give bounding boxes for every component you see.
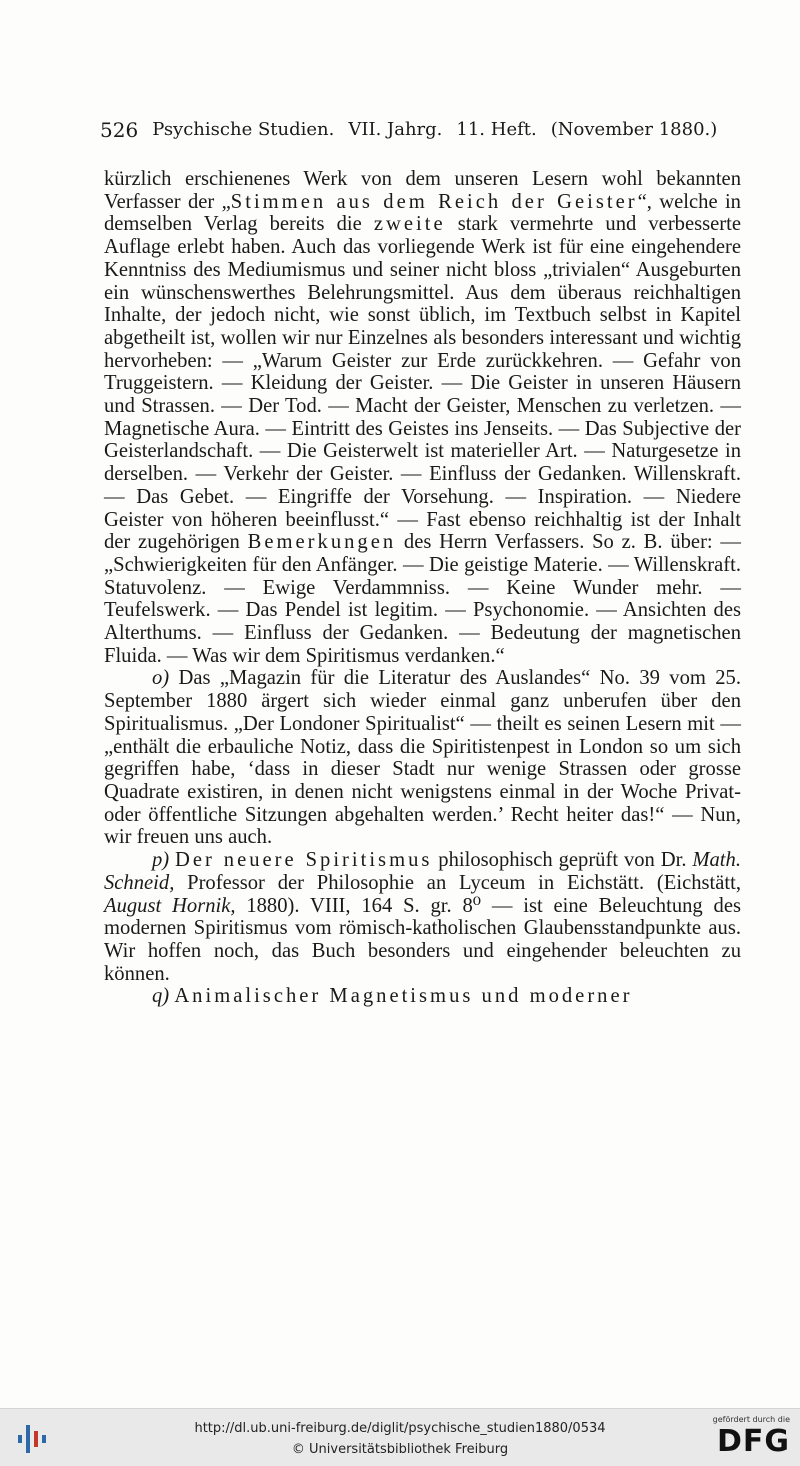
paragraph-p: p) Der neuere Spiritismus philosophisch geprüft von Dr. Math. Schneid, Professor der Philosophie an Lyceum in Eichstätt. (Eichstätt, August Hornik, 1880). VIII, 164 S. gr. 8⁰ — ist eine Beleuchtung des modernen Spiritismus vom römisch-katholischen Glaubensstandpunkte aus. Wir hoffen noch, das Buch besonders und eingehender beleuchten zu können. bbox=[104, 849, 741, 985]
paragraph-q bbox=[104, 985, 741, 1008]
book-title: Animalischer Magnetismus und moderner bbox=[174, 985, 633, 1008]
spaced-title: Stimmen aus dem Reich der Geister bbox=[230, 190, 638, 213]
paragraph-o: o) Das „Magazin für die Literatur des Auslandes“ No. 39 vom 25. September 1880 ärgert sich wieder einmal ganz unberufen über den Spiritualismus. „Der Londoner Spiritualist“ — theilt es seinen Lesern mit — „enthält die erbauliche Notiz, dass die Spiritistenpest in London so um sich gegriffen habe, ‘dass in dieser Stadt nur wenige Strassen oder grosse Quadrate existiren, in denen nicht wenigstens einmal in der Woche Privat- oder öffentliche Sitzungen abgehalten werden.’ Recht heiter das!“ — Nun, wir freuen uns auch. bbox=[104, 667, 741, 849]
spaced-word: Bemerkungen bbox=[247, 531, 397, 554]
footer-bar bbox=[0, 1408, 800, 1466]
paragraph: kürzlich erschienenes Werk von dem unseren Lesern wohl bekannten Verfasser der „Stimmen aus dem Reich der Geister“, welche in demselben Verlag bereits die zweite stark vermehrte und verbesserte Auflage erlebt haben. Auch das vorliegende Werk ist für eine eingehendere Kenntniss des Mediumismus und seiner nicht bloss „trivialen“ Ausgeburten ein wünschenswerthes Belehrungsmittel. Aus dem überaus reichhaltigen Inhalte, der jedoch nicht, wie sonst üblich, im Textbuch selbst in Kapitel abgetheilt ist, wollen wir nur Einzelnes als besonders interessant und wichtig hervorheben: — „Warum Geister zur Erde zurückkehren. — Gefahr von Truggeistern. — Kleidung der Geister. — Die Geister in unseren Häusern und Strassen. — Der Tod. — Macht der Geister, Menschen zu verletzen. — Magnetische Aura. — Eintritt des Geistes ins Jenseits. — Das Subjective der Geisterlandschaft. — Die Geisterwelt ist materieller Art. — Naturgesetze in derselben. — Verkehr der Geister. — Einfluss der Gedanken. Willenskraft. — Das Gebet. — Eingriffe der Vorsehung. — Inspiration. — Niedere Geister von höheren beeinflusst.“ — Fast ebenso reichhaltig ist der Inhalt der zugehörigen Bemerkungen des Herrn Verfassers. So z. B. über: — „Schwierigkeiten für den Anfänger. — Die geistige Materie. — Willenskraft. Statuvolenz. — Ewige Verdammniss. — Keine Wunder mehr. — Teufelswerk. — Das Pendel ist legitim. — Psychonomie. — Ansichten des Alterthums. — Einfluss der Gedanken. — Bedeutung der magnetischen Fluida. — Was wir dem Spiritismus verdanken.“ bbox=[104, 168, 742, 667]
running-header bbox=[100, 118, 740, 142]
dfg-caption: gefördert durch die bbox=[712, 1415, 790, 1424]
copyright-text: © Universitätsbibliothek Freiburg bbox=[291, 1442, 509, 1457]
source-url-link[interactable]: http://dl.ub.uni-freiburg.de/diglit/psychische_studien1880/0534 bbox=[194, 1421, 606, 1436]
book-title: Der neuere Spiritismus bbox=[175, 849, 433, 872]
body-text bbox=[104, 168, 741, 1008]
item-label: o) bbox=[152, 667, 170, 690]
page-number: 526 bbox=[100, 118, 139, 142]
volume: VII. Jahrg. bbox=[348, 119, 443, 140]
dfg-logo: DFG bbox=[716, 1424, 790, 1459]
journal-title: Psychische Studien. bbox=[152, 119, 335, 140]
item-label: q) bbox=[152, 985, 170, 1008]
spaced-word: zweite bbox=[373, 213, 446, 236]
item-label: p) bbox=[152, 849, 170, 872]
publisher-name: August Hornik, bbox=[104, 894, 236, 917]
author-name: Math. Schneid, bbox=[104, 849, 741, 894]
issue-date: (November 1880.) bbox=[550, 119, 718, 140]
issue: 11. Heft. bbox=[456, 119, 537, 140]
